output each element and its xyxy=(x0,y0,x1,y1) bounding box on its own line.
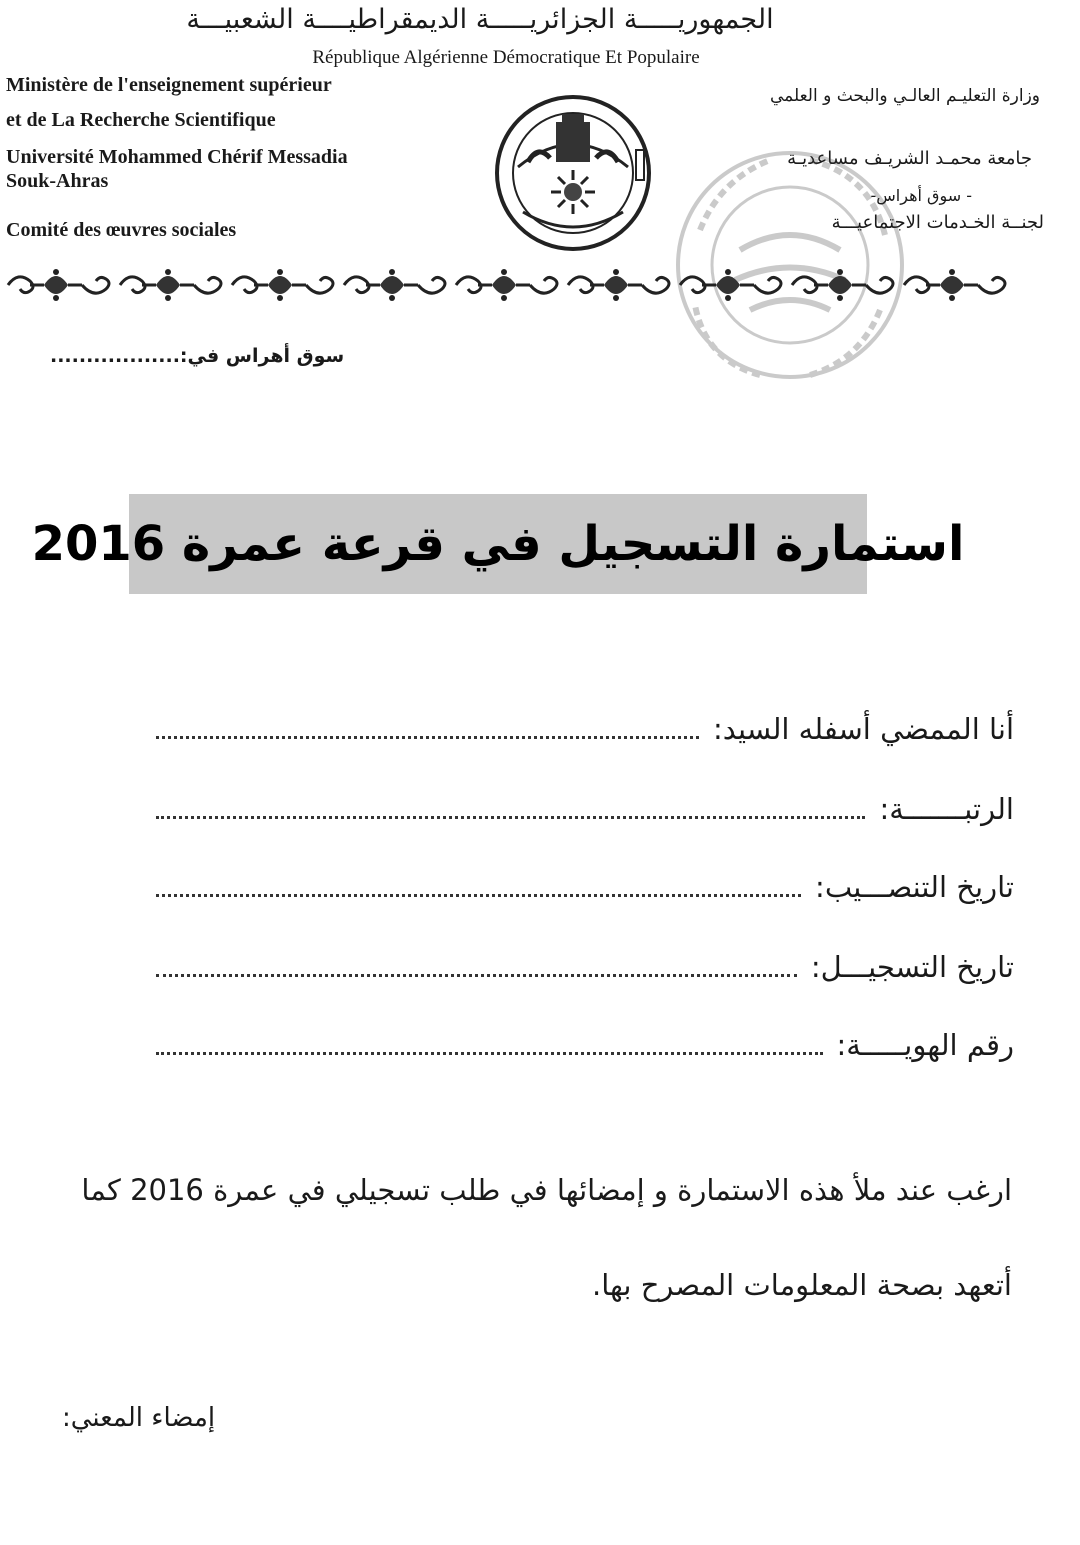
form-title: استمارة التسجيل في قرعة عمرة 2016 xyxy=(31,516,965,572)
field-label: رقم الهويـــــة: xyxy=(836,1028,1014,1062)
university-logo xyxy=(488,92,658,254)
committee-ar: لجنــة الخـدمات الاجتماعيـــة xyxy=(831,212,1044,233)
field-id-number xyxy=(142,1028,1014,1062)
form-title-box xyxy=(31,494,965,594)
place-date-line: سوق أهراس في:.................. xyxy=(50,345,345,367)
fill-in-line[interactable] xyxy=(156,726,699,739)
field-label: أنا الممضي أسفله السيد: xyxy=(712,712,1014,746)
declaration-line-2: أتعهد بصحة المعلومات المصرح بها. xyxy=(592,1268,1012,1302)
fill-in-line[interactable] xyxy=(156,884,801,897)
declaration-line-1: ارغب عند ملأ هذه الاستمارة و إمضائها في طلب تسجيلي في عمرة 2016 كما xyxy=(81,1173,1012,1207)
ministry-ar: وزارة التعليـم العالـي والبحث و العلمي xyxy=(769,86,1040,106)
republic-title-fr: République Algérienne Démocratique Et Populaire xyxy=(312,47,700,68)
signature-label: إمضاء المعني: xyxy=(62,1403,216,1433)
ornament-divider xyxy=(0,262,1030,308)
field-appointment-date xyxy=(142,870,1014,904)
university-fr-line-2: Souk-Ahras xyxy=(6,170,109,192)
fill-in-line[interactable] xyxy=(156,1042,823,1055)
field-label: تاريخ التنصـــيب: xyxy=(815,870,1014,904)
field-label: تاريخ التسجيـــل: xyxy=(810,950,1014,984)
fill-in-line[interactable] xyxy=(156,964,797,977)
university-ar: جامعة محمـد الشريـف مساعديـة xyxy=(787,148,1032,169)
fill-in-line[interactable] xyxy=(156,806,865,819)
field-registration-date xyxy=(142,950,1014,984)
university-fr-line-1: Université Mohammed Chérif Messadia xyxy=(6,146,348,168)
field-rank xyxy=(142,792,1014,826)
field-name xyxy=(142,712,1014,746)
city-ar: - سوق أهراس- xyxy=(870,186,972,205)
committee-fr: Comité des œuvres sociales xyxy=(6,219,237,241)
field-label: الرتبـــــــة: xyxy=(879,792,1014,826)
ministry-fr-line-2: et de La Recherche Scientifique xyxy=(6,109,276,131)
ministry-fr-line-1: Ministère de l'enseignement supérieur xyxy=(6,74,332,96)
republic-title-ar: الجمهوريـــــة الجزائريـــــة الديمقراطيــــة الشعبيـــة xyxy=(186,4,774,35)
